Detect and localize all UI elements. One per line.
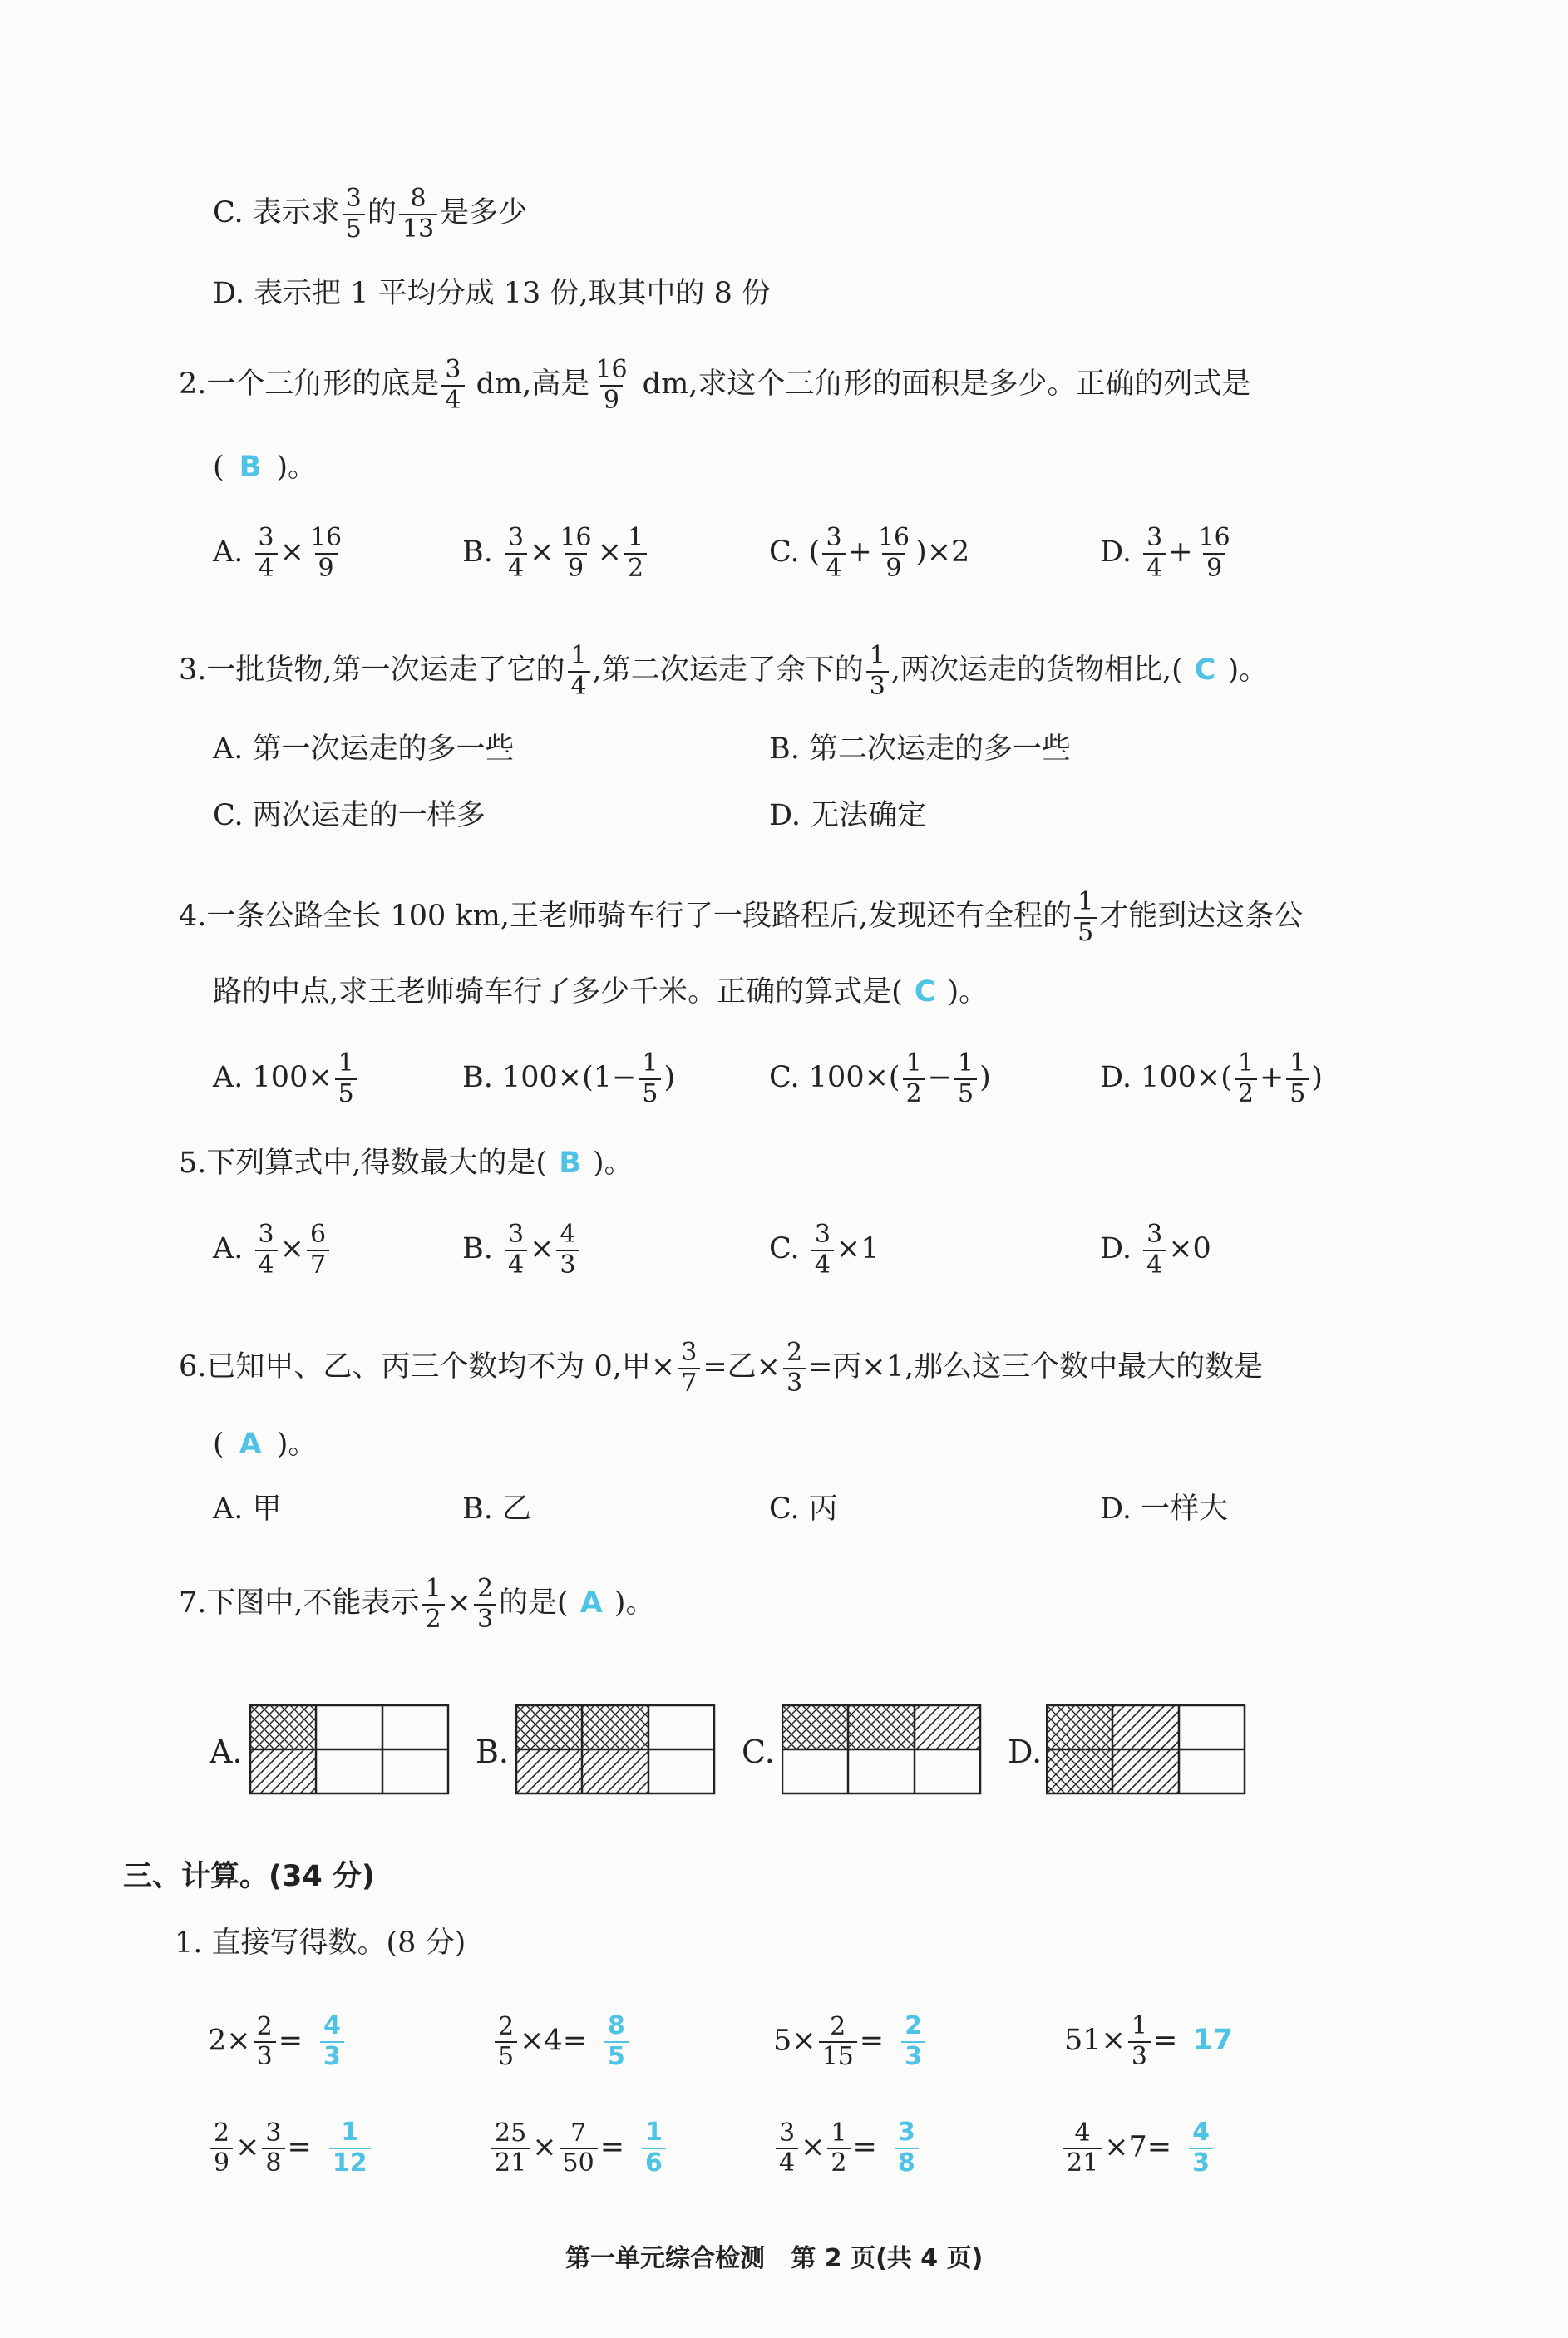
q6-option-a: A. 甲	[213, 1492, 282, 1526]
q3-option-b: B. 第二次运走的多一些	[769, 732, 1071, 766]
figure-label-a: A.	[210, 1734, 243, 1770]
q2-option-b: B. $\frac{3}{4}$ × $\frac{16}{9}$ × $\frac{1}{2}$	[462, 524, 649, 583]
answer-fraction: $\frac{1}{6}$	[642, 2119, 666, 2178]
figure-b	[515, 1704, 717, 1796]
q5-option-a: A. $\frac{3}{4}$ × $\frac{6}{7}$	[213, 1221, 332, 1280]
q1-option-d: D. 表示把 1 平均分成 13 份,取其中的 8 份	[213, 277, 772, 310]
calc-2: $\frac{2}{5}$ ×4= $\frac{8}{5}$	[492, 2012, 631, 2072]
question-7: 7.下图中,不能表示 $\frac{1}{2}$ × $\frac{2}{3}$ 的是( A )。	[179, 1574, 655, 1634]
q6-option-c: C. 丙	[769, 1492, 838, 1526]
answer-mark: C	[914, 975, 936, 1009]
answer-fraction: $\frac{4}{3}$	[1189, 2119, 1213, 2178]
q6-option-d: D. 一样大	[1100, 1492, 1229, 1526]
question-4: 4.一条公路全长 100 km,王老师骑车行了一段路程后,发现还有全程的 $\frac{1}{5}$ 才能到达这条公	[179, 887, 1304, 947]
q2-option-c: C. ( $\frac{3}{4}$ + $\frac{16}{9}$ )×2	[769, 523, 970, 583]
page-footer: 第一单元综合检测 第 2 页(共 4 页)	[565, 2244, 984, 2273]
q4-option-d: D. 100×( $\frac{1}{2}$ + $\frac{1}{5}$ )	[1100, 1048, 1324, 1108]
q3-option-a: A. 第一次运走的多一些	[213, 732, 515, 766]
calc-8: $\frac{4}{21}$ ×7= $\frac{4}{3}$	[1061, 2119, 1215, 2178]
answer-mark: B	[239, 451, 262, 484]
section-3-subtitle: 1. 直接写得数。(8 分)	[175, 1926, 466, 1960]
q2-option-a: A. $\frac{3}{4}$ × $\frac{16}{9}$	[213, 523, 343, 583]
q2-answer-line: ( B )。	[213, 451, 317, 484]
figure-d	[1046, 1704, 1247, 1796]
q6-answer-line: ( A )。	[213, 1428, 318, 1461]
section-3-title: 三、计算。(34 分)	[123, 1860, 375, 1893]
answer-fraction: $\frac{4}{3}$	[320, 2012, 344, 2071]
q5-option-d: D. $\frac{3}{4}$ ×0	[1100, 1220, 1211, 1280]
question-2: 2.一个三角形的底是 $\frac{3}{4}$ dm,高是 $\frac{16}{9}$ dm,求这个三角形的面积是多少。正确的列式是	[179, 355, 1251, 415]
q4-option-b: B. 100×(1− $\frac{1}{5}$ )	[462, 1048, 676, 1108]
calc-7: $\frac{3}{4}$ × $\frac{1}{2}$ = $\frac{3}{8}$	[773, 2119, 921, 2178]
calc-3: 5× $\frac{2}{15}$ = $\frac{2}{3}$	[773, 2012, 928, 2072]
answer-fraction: $\frac{3}{8}$	[895, 2119, 919, 2178]
q4-option-c: C. 100×( $\frac{1}{2}$ − $\frac{1}{5}$ )	[769, 1048, 991, 1108]
calc-6: $\frac{25}{21}$ × $\frac{7}{50}$ = $\frac{1}{6}$	[489, 2119, 668, 2178]
question-3: 3.一批货物,第一次运走了它的 $\frac{1}{4}$ ,第二次运走了余下的 $\frac{1}{3}$ ,两次运走的货物相比,( C )。	[179, 641, 1269, 701]
q4-option-a: A. 100× $\frac{1}{5}$	[213, 1049, 360, 1108]
question-4-line2: 路的中点,求王老师骑车行了多少千米。正确的算式是( C )。	[213, 975, 989, 1009]
calc-4: 51× $\frac{1}{3}$ = 17	[1064, 2011, 1234, 2071]
q5-option-c: C. $\frac{3}{4}$ ×1	[769, 1220, 880, 1280]
figure-label-d: D.	[1008, 1734, 1043, 1770]
q3-option-c: C. 两次运走的一样多	[213, 799, 486, 832]
answer-mark: C	[1194, 654, 1216, 687]
figure-label-c: C.	[742, 1734, 775, 1770]
answer-mark: A	[579, 1586, 603, 1620]
figure-a	[249, 1704, 451, 1796]
q2-option-d: D. $\frac{3}{4}$ + $\frac{16}{9}$	[1100, 523, 1230, 583]
figure-c	[782, 1704, 983, 1796]
answer-fraction: $\frac{2}{3}$	[901, 2012, 925, 2071]
answer-fraction: $\frac{1}{12}$	[329, 2119, 371, 2178]
fraction: $\frac{8}{13}$	[399, 185, 437, 244]
q1-option-c: C. 表示求 $\frac{3}{5}$ 的 $\frac{8}{13}$ 是多少	[213, 184, 528, 244]
calc-1: 2× $\frac{2}{3}$ = $\frac{4}{3}$	[208, 2012, 347, 2072]
answer-mark: B	[559, 1147, 581, 1180]
calc-5: $\frac{2}{9}$ × $\frac{3}{8}$ = $\frac{1}{12}$	[208, 2119, 373, 2178]
figure-label-b: B.	[476, 1734, 510, 1770]
q6-option-b: B. 乙	[462, 1492, 531, 1526]
question-6: 6.已知甲、乙、丙三个数均不为 0,甲× $\frac{3}{7}$ =乙× $\frac{2}{3}$ =丙×1,那么这三个数中最大的数是	[179, 1338, 1264, 1398]
q3-option-d: D. 无法确定	[769, 799, 927, 832]
answer-fraction: $\frac{8}{5}$	[604, 2012, 629, 2071]
fraction: $\frac{3}{5}$	[343, 185, 365, 244]
question-5: 5.下列算式中,得数最大的是( B )。	[179, 1147, 634, 1180]
answer-mark: A	[239, 1428, 262, 1461]
q5-option-b: B. $\frac{3}{4}$ × $\frac{4}{3}$	[462, 1221, 582, 1280]
